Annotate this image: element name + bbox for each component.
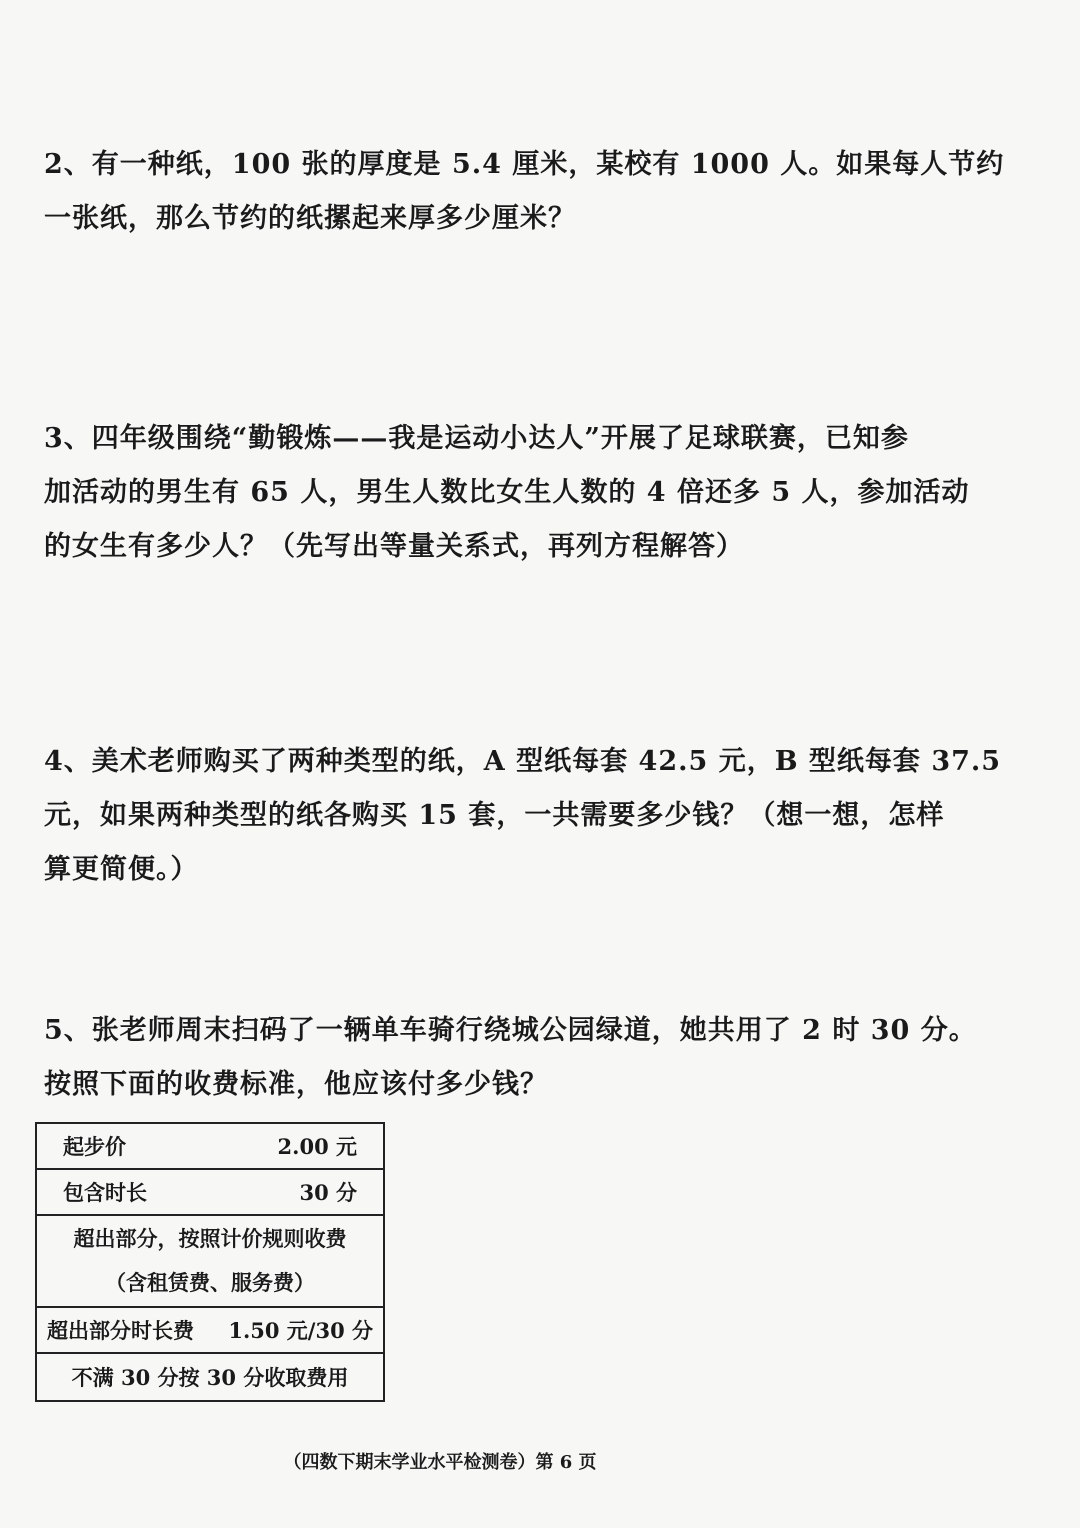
- starting-price-label: 起步价: [63, 1134, 126, 1159]
- fee-row-included-duration: [37, 1170, 383, 1216]
- question-line: 5、张老师周末扫码了一辆单车骑行绕城公园绿道，她共用了 2 时 30 分。: [44, 1015, 977, 1046]
- question-2: [44, 138, 1005, 246]
- question-line: 算更简便。）: [44, 854, 199, 885]
- fee-standard-table: [35, 1122, 385, 1402]
- page-footer: （四数下期末学业水平检测卷）第 6 页: [283, 1452, 597, 1473]
- question-5: [44, 1004, 977, 1112]
- fee-row-starting-price: [37, 1124, 383, 1170]
- question-line: 按照下面的收费标准，他应该付多少钱？: [44, 1069, 548, 1100]
- starting-price-value: 2.00 元: [277, 1134, 357, 1159]
- question-4: [44, 735, 1002, 897]
- included-duration-value: 30 分: [299, 1180, 357, 1205]
- question-3: [44, 412, 970, 574]
- excess-fee-label: 超出部分时长费: [47, 1318, 194, 1343]
- rounding-rule: 不满 30 分按 30 分收取费用: [71, 1365, 349, 1390]
- question-line: 加活动的男生有 65 人，男生人数比女生人数的 4 倍还多 5 人，参加活动: [44, 477, 970, 508]
- question-line: 的女生有多少人？（先写出等量关系式，再列方程解答）: [44, 531, 744, 562]
- question-line: 3、四年级围绕“勤锻炼——我是运动小达人”开展了足球联赛，已知参: [44, 423, 909, 454]
- fee-row-excess-rule: [37, 1216, 383, 1308]
- question-line: 一张纸，那么节约的纸摞起来厚多少厘米？: [44, 203, 576, 234]
- question-line: 2、有一种纸，100 张的厚度是 5.4 厘米，某校有 1000 人。如果每人节约: [44, 149, 1005, 180]
- excess-rule-line: 超出部分，按照计价规则收费: [73, 1226, 347, 1251]
- fee-row-rounding-rule: [37, 1354, 383, 1400]
- fee-row-excess-fee: [37, 1308, 383, 1354]
- excess-rule-note: （含租赁费、服务费）: [105, 1270, 315, 1295]
- question-line: 元，如果两种类型的纸各购买 15 套，一共需要多少钱？（想一想，怎样: [44, 800, 945, 831]
- excess-fee-value: 1.50 元/30 分: [228, 1318, 373, 1343]
- question-line: 4、美术老师购买了两种类型的纸，A 型纸每套 42.5 元，B 型纸每套 37.5: [44, 746, 1002, 777]
- included-duration-label: 包含时长: [63, 1180, 147, 1205]
